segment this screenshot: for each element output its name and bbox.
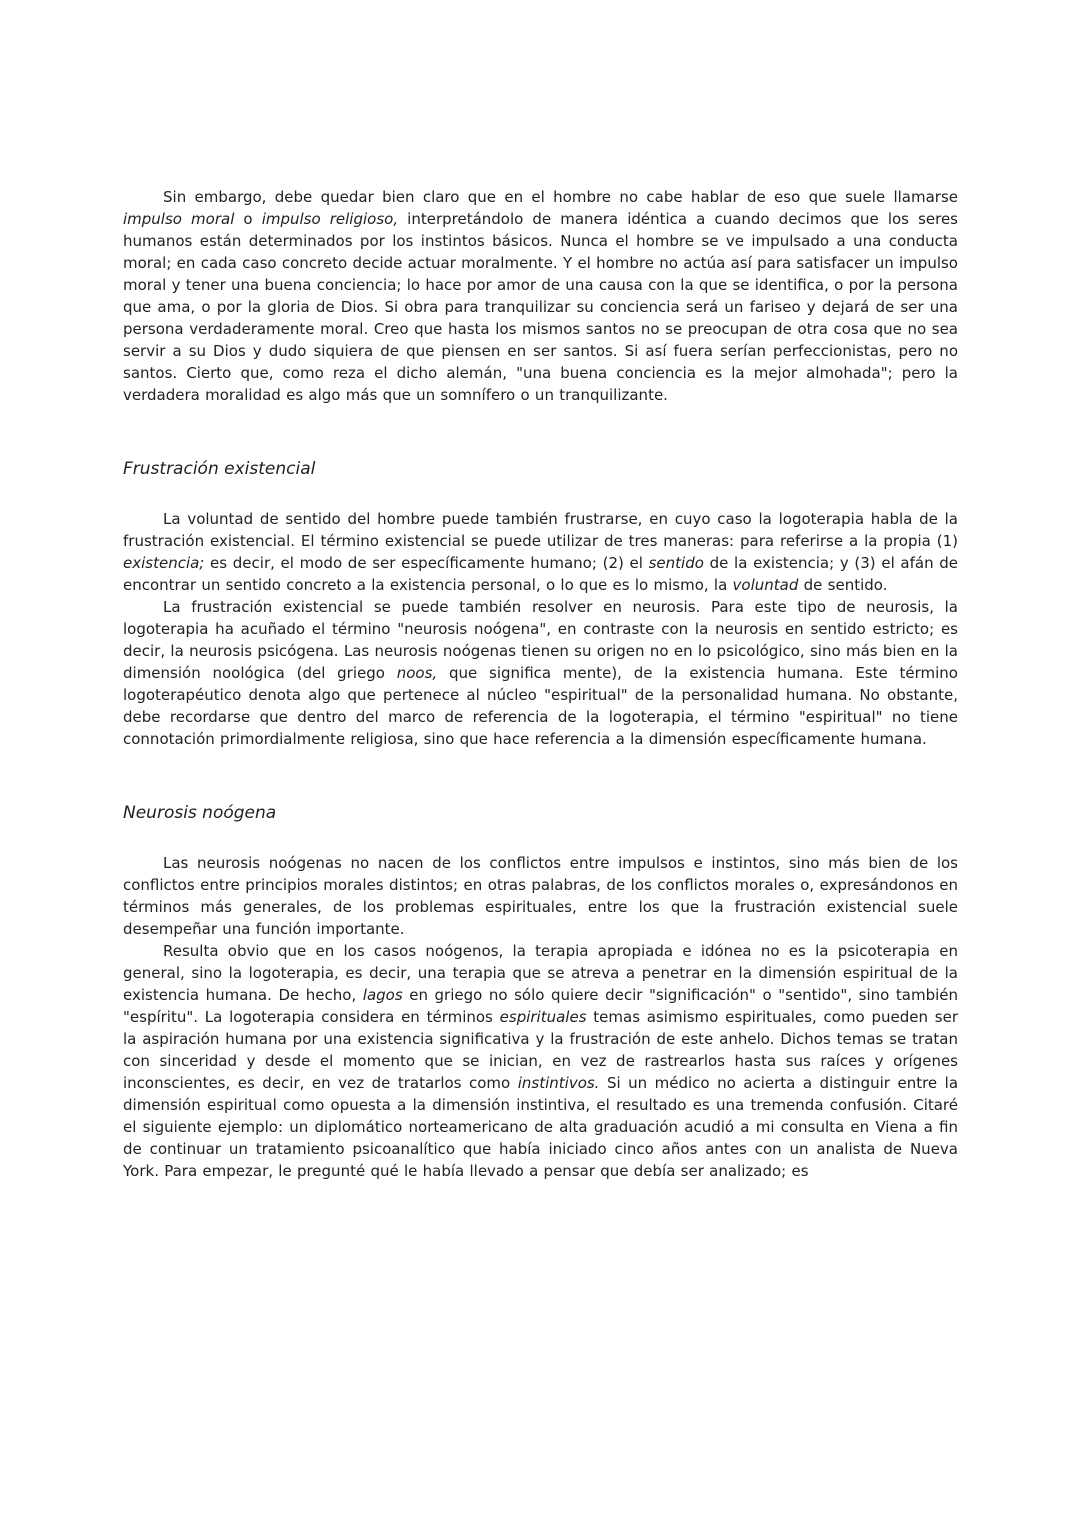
text-run: La voluntad de sentido del hombre puede también frustrarse, en cuyo caso la logoterapia habla de la frustración existencial. El término existencial se puede utilizar de tres maneras: para referirse a la propia (1) bbox=[123, 510, 958, 550]
section-heading: Neurosis noógena bbox=[123, 803, 277, 823]
text-run: Las neurosis noógenas no nacen de los conflictos entre impulsos e instintos, sino más bien de los conflictos entre principios morales distintos; en otras palabras, de los conflictos morales o, expresándonos en términos más generales, de los problemas espirituales, entre los que la frustración existencial suele desempeñar una función importante. bbox=[123, 854, 958, 938]
italic-text-run: instintivos. bbox=[517, 1074, 600, 1092]
italic-text-run: noos, bbox=[396, 664, 438, 682]
text-run: La frustración existencial se puede también resolver en neurosis. Para este tipo de neurosis, la logoterapia ha acuñado el término "neurosis noógena", en contraste con la neurosis en sentido estricto; es decir, la neurosis psicógena. Las neurosis noógenas tienen su origen no en lo psicológico, sino más bien en la dimensión noológica (del griego bbox=[123, 598, 958, 682]
section-heading: Frustración existencial bbox=[123, 459, 316, 479]
paragraph bbox=[123, 186, 958, 406]
italic-text-run: espirituales bbox=[499, 1008, 587, 1026]
text-run: interpretándolo de manera idéntica a cuando decimos que los seres humanos están determinados por los instintos básicos. Nunca el hombre se ve impulsado a una conducta moral; en cada caso concreto decide actuar moralmente. Y el hombre no actúa así para satisfacer un impulso moral y tener una buena conciencia; lo hace por amor de una causa con la que se identifica, o por la persona que ama, o por la gloria de Dios. Si obra para tranquilizar su conciencia será un fariseo y dejará de ser una persona verdaderamente moral. Creo que hasta los mismos santos no se preocupan de otra cosa que no sea servir a su Dios y dudo siquiera de que piensen en ser santos. Si así fuera serían perfeccionistas, pero no santos. Cierto que, como reza el dicho alemán, "una buena conciencia es la mejor almohada"; pero la verdadera moralidad es algo más que un somnífero o un tranquilizante. bbox=[123, 210, 958, 404]
italic-text-run: impulso religioso, bbox=[261, 210, 399, 228]
paragraph bbox=[123, 852, 958, 940]
paragraph bbox=[123, 940, 958, 1182]
text-run: Sin embargo, debe quedar bien claro que en el hombre no cabe hablar de eso que suele llamarse bbox=[163, 188, 958, 206]
italic-text-run: voluntad bbox=[732, 576, 799, 594]
paragraph bbox=[123, 508, 958, 596]
text-run: Si un médico no acierta a distinguir entre la dimensión espiritual como opuesta a la dimensión instintiva, el resultado es una tremenda confusión. Citaré el siguiente ejemplo: un diplomático norteamericano de alta graduación acudió a mi consulta en Viena a fin de continuar un tratamiento psicoanalítico que había iniciado cinco años antes con un analista de Nueva York. Para empezar, le pregunté qué le había llevado a pensar que debía ser analizado; es bbox=[123, 1074, 959, 1180]
italic-text-run: lagos bbox=[362, 986, 403, 1004]
italic-text-run: impulso moral bbox=[123, 210, 235, 228]
text-run: es decir, el modo de ser específicamente humano; (2) el bbox=[204, 554, 649, 572]
text-run: o bbox=[234, 210, 262, 228]
text-run: de la existencia; y (3) el afán de encontrar un sentido concreto a la existencia personal, o lo que es lo mismo, la bbox=[123, 554, 959, 594]
text-run: Resulta obvio que en los casos noógenos, la terapia apropiada e idónea no es la psicoterapia en general, sino la logoterapia, es decir, una terapia que se atreva a penetrar en la dimensión espiritual de la existencia humana. De hecho, bbox=[123, 942, 958, 1004]
document-content bbox=[123, 186, 958, 1182]
paragraph bbox=[123, 596, 958, 750]
text-run: en griego no sólo quiere decir "significación" o "sentido", sino también "espíritu". La logoterapia considera en términos bbox=[123, 986, 958, 1026]
italic-text-run: existencia; bbox=[123, 554, 205, 572]
text-run: temas asimismo espirituales, como pueden ser la aspiración humana por una existencia significativa y la frustración de este anhelo. Dichos temas se tratan con sinceridad y desde el momento que se inician, en vez de rastrearlos hasta sus raíces y orígenes inconscientes, es decir, en vez de tratarlos como bbox=[123, 1008, 958, 1092]
text-run: que significa mente), de la existencia humana. Este término logoterapéutico denota algo que pertenece al núcleo "espiritual" de la personalidad humana. No obstante, debe recordarse que dentro del marco de referencia de la logoterapia, el término "espiritual" no tiene connotación primordialmente religiosa, sino que hace referencia a la dimensión específicamente humana. bbox=[123, 664, 958, 748]
italic-text-run: sentido bbox=[648, 554, 704, 572]
text-run: de sentido. bbox=[798, 576, 888, 594]
